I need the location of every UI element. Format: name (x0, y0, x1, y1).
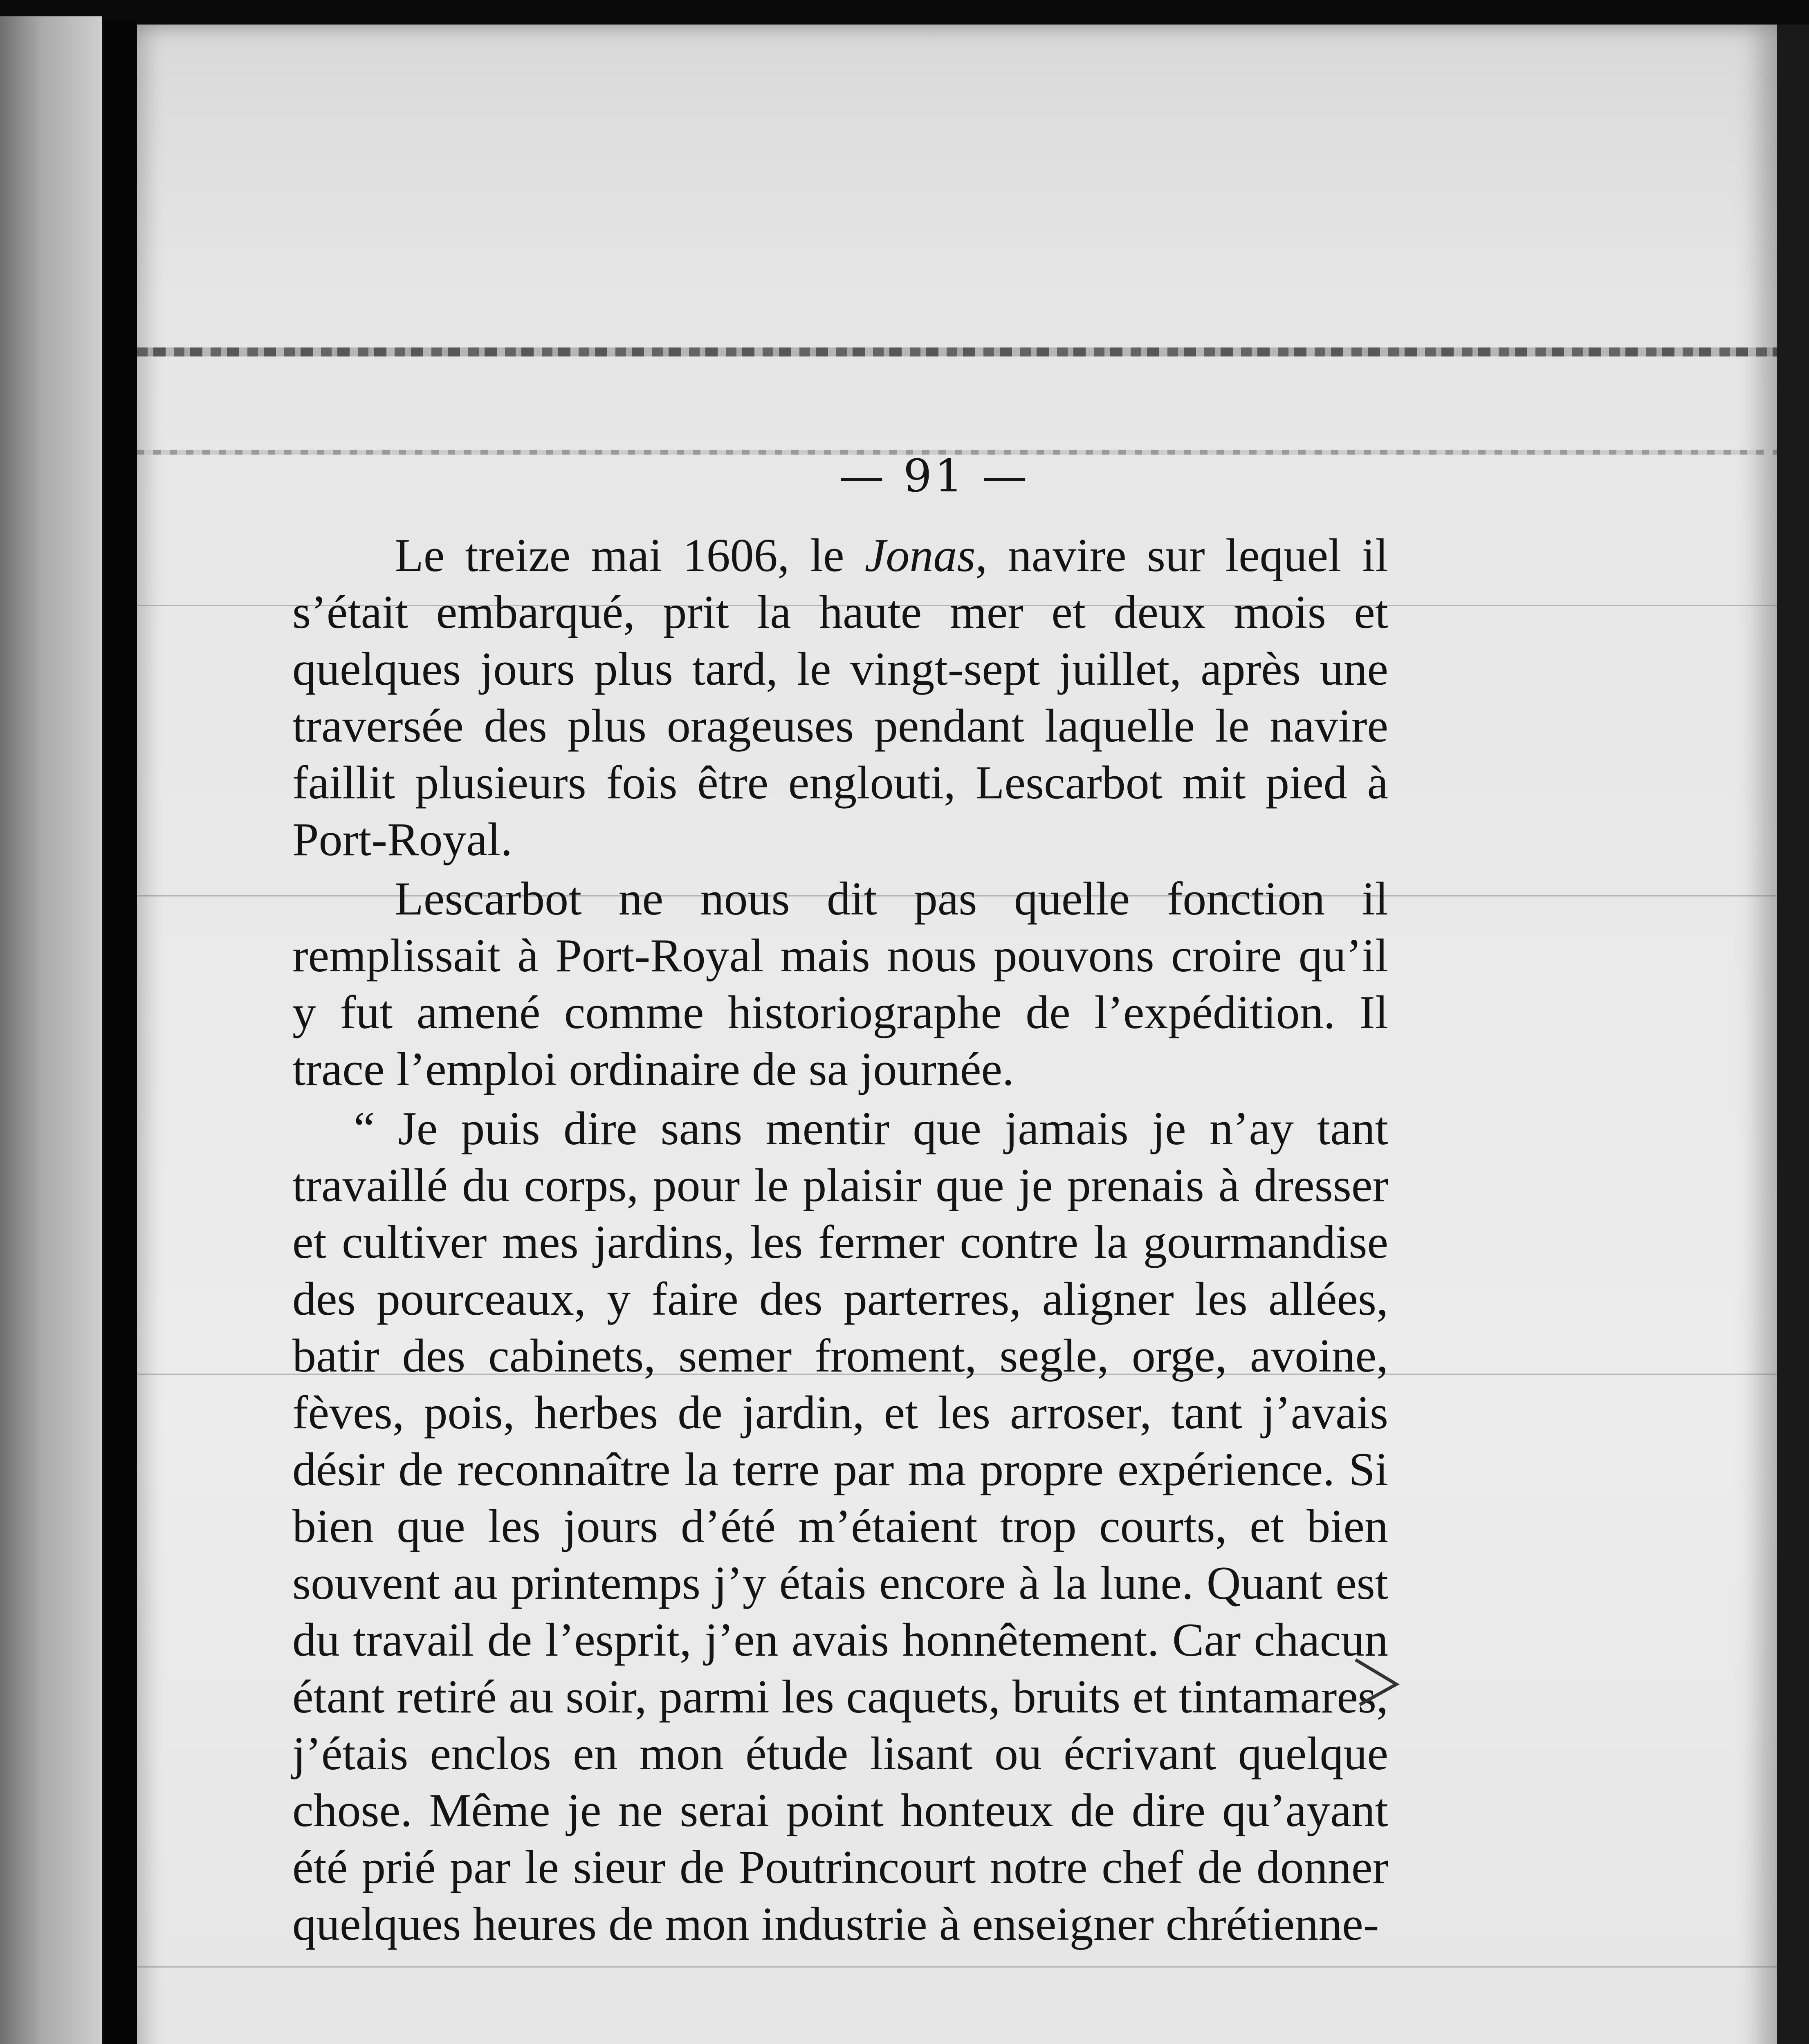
paragraph-3-quote: “ Je puis dire sans mentir que jamais je n’ay tant travaillé du corps, pour le plaisir que je prenais à dresser et cultiver mes jardins, les fermer contre la gourmandise des pourceaux, y faire des parterres, aligner les allées, batir des cabinets, semer froment, segle, orge, avoine, fèves, pois, herbes de jardin, et les arroser, tant j’avais désir de reconnaître la terre par ma propre expérience. Si bien que les jours d’été m’étaient trop courts, et bien souvent au printemps j’y étais encore à la lune. Quant est du travail de l’esprit, j’en avais honnêtement. Car chacun étant retiré au soir, parmi les caquets, bruits et tintamares, j’étais enclos en mon étude lisant ou écrivant quelque chose. Même je ne serai point honteux de dire qu’ayant été prié par le sieur de Poutrincourt notre chef de donner quelques heures de mon industrie à enseigner chrétienne- (292, 1103, 1388, 1950)
paragraph-1-before: Le treize mai 1606, le (395, 529, 865, 582)
body-text (292, 527, 1388, 1953)
ship-name: Jonas (864, 529, 976, 582)
right-scan-edge (1777, 25, 1809, 2044)
page-number: — 91 — (839, 450, 1030, 502)
ledger-rule-top (137, 347, 1777, 356)
ledger-line (137, 1966, 1777, 1968)
paragraph-1-after: , navire sur lequel il s’était embarqué, prit la haute mer et deux mois et quelques jours plus tard, le vingt-sept juillet, après une traversée des plus orageuses pendant laquelle le navire faillit plusieurs fois être englouti, Lescarbot mit pied à Port-Royal. (292, 529, 1389, 866)
paragraph-2: Lescarbot ne nous dit pas quelle fonction il remplissait à Port-Royal mais nous pouvons croire qu’il y fut amené comme historiographe de l’expédition. Il trace l’emploi ordinaire de sa journée. (292, 873, 1388, 1096)
paragraph-1 (292, 527, 1388, 868)
left-page-edge (0, 16, 102, 2044)
book-spine-shadow (104, 20, 137, 2044)
book-page (137, 25, 1777, 2044)
